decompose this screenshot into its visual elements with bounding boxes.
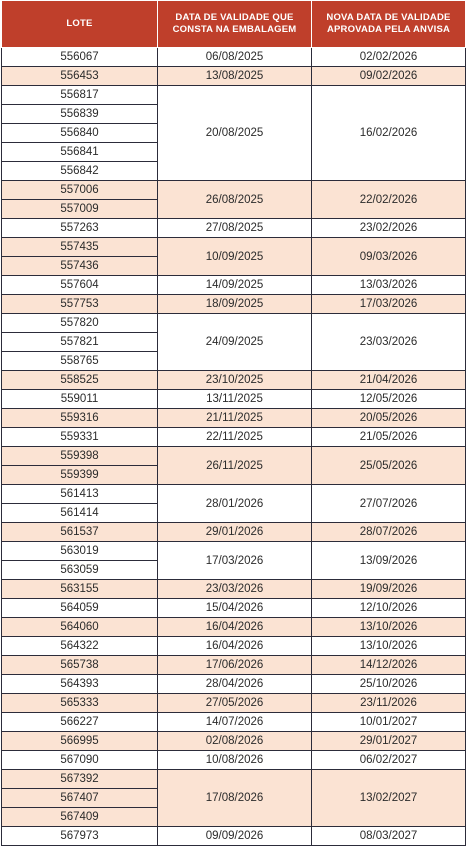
lote-cell: 559399 bbox=[2, 466, 158, 485]
validade-cell: 14/09/2025 bbox=[158, 276, 312, 295]
lote-cell: 557435 bbox=[2, 238, 158, 257]
lote-cell: 561537 bbox=[2, 523, 158, 542]
table-row bbox=[2, 447, 466, 466]
lote-cell: 565333 bbox=[2, 694, 158, 713]
table-body bbox=[2, 48, 466, 846]
lote-cell: 557436 bbox=[2, 257, 158, 276]
lote-cell: 557604 bbox=[2, 276, 158, 295]
table-row bbox=[2, 428, 466, 447]
nova-validade-cell: 06/02/2027 bbox=[312, 751, 466, 770]
lote-cell: 559331 bbox=[2, 428, 158, 447]
validade-cell: 10/09/2025 bbox=[158, 238, 312, 276]
validade-cell: 24/09/2025 bbox=[158, 314, 312, 371]
validade-cell: 27/05/2026 bbox=[158, 694, 312, 713]
header-validade bbox=[158, 1, 312, 48]
header-lote-label: LOTE bbox=[66, 18, 93, 29]
lote-cell: 556067 bbox=[2, 48, 158, 67]
lote-cell: 556840 bbox=[2, 124, 158, 143]
header-nova-validade bbox=[312, 1, 466, 48]
validade-cell: 02/08/2026 bbox=[158, 732, 312, 751]
nova-validade-cell: 14/12/2026 bbox=[312, 656, 466, 675]
validade-cell: 18/09/2025 bbox=[158, 295, 312, 314]
validade-cell: 26/11/2025 bbox=[158, 447, 312, 485]
nova-validade-cell: 10/01/2027 bbox=[312, 713, 466, 732]
table-row bbox=[2, 675, 466, 694]
table-row bbox=[2, 314, 466, 333]
lot-table bbox=[1, 0, 466, 846]
lote-cell: 567409 bbox=[2, 808, 158, 827]
table-row bbox=[2, 371, 466, 390]
validade-cell: 22/11/2025 bbox=[158, 428, 312, 447]
validade-cell: 17/03/2026 bbox=[158, 542, 312, 580]
lote-cell: 556839 bbox=[2, 105, 158, 124]
table-row bbox=[2, 827, 466, 846]
validade-cell: 28/04/2026 bbox=[158, 675, 312, 694]
validade-cell: 21/11/2025 bbox=[158, 409, 312, 428]
nova-validade-cell: 17/03/2026 bbox=[312, 295, 466, 314]
table-row bbox=[2, 732, 466, 751]
table-row bbox=[2, 542, 466, 561]
validade-cell: 10/08/2026 bbox=[158, 751, 312, 770]
lote-cell: 557820 bbox=[2, 314, 158, 333]
nova-validade-cell: 21/04/2026 bbox=[312, 371, 466, 390]
table-row bbox=[2, 409, 466, 428]
validade-cell: 13/08/2025 bbox=[158, 67, 312, 86]
table-row bbox=[2, 67, 466, 86]
lote-cell: 556453 bbox=[2, 67, 158, 86]
table-row bbox=[2, 580, 466, 599]
lote-cell: 566227 bbox=[2, 713, 158, 732]
table-header-row bbox=[2, 1, 466, 48]
table-row bbox=[2, 523, 466, 542]
lote-cell: 565738 bbox=[2, 656, 158, 675]
lote-cell: 566995 bbox=[2, 732, 158, 751]
table-row bbox=[2, 48, 466, 67]
lote-cell: 557263 bbox=[2, 219, 158, 238]
nova-validade-cell: 25/05/2026 bbox=[312, 447, 466, 485]
table-row bbox=[2, 599, 466, 618]
validade-cell: 26/08/2025 bbox=[158, 181, 312, 219]
nova-validade-cell: 25/10/2026 bbox=[312, 675, 466, 694]
nova-validade-cell: 13/10/2026 bbox=[312, 637, 466, 656]
nova-validade-cell: 09/02/2026 bbox=[312, 67, 466, 86]
nova-validade-cell: 16/02/2026 bbox=[312, 86, 466, 181]
nova-validade-cell: 27/07/2026 bbox=[312, 485, 466, 523]
table-row bbox=[2, 618, 466, 637]
validade-cell: 28/01/2026 bbox=[158, 485, 312, 523]
lote-cell: 564060 bbox=[2, 618, 158, 637]
nova-validade-cell: 13/09/2026 bbox=[312, 542, 466, 580]
table-row bbox=[2, 713, 466, 732]
validade-cell: 16/04/2026 bbox=[158, 637, 312, 656]
lote-cell: 556842 bbox=[2, 162, 158, 181]
nova-validade-cell: 29/01/2027 bbox=[312, 732, 466, 751]
lote-cell: 561414 bbox=[2, 504, 158, 523]
table-row bbox=[2, 181, 466, 200]
lote-cell: 557009 bbox=[2, 200, 158, 219]
table-row bbox=[2, 86, 466, 105]
lote-cell: 559011 bbox=[2, 390, 158, 409]
nova-validade-cell: 12/05/2026 bbox=[312, 390, 466, 409]
table-row bbox=[2, 770, 466, 789]
nova-validade-cell: 09/03/2026 bbox=[312, 238, 466, 276]
lote-cell: 564322 bbox=[2, 637, 158, 656]
nova-validade-cell: 12/10/2026 bbox=[312, 599, 466, 618]
nova-validade-cell: 13/02/2027 bbox=[312, 770, 466, 827]
lote-cell: 557753 bbox=[2, 295, 158, 314]
table-row bbox=[2, 390, 466, 409]
validade-cell: 27/08/2025 bbox=[158, 219, 312, 238]
header-nova-line2: APROVADA PELA ANVISA bbox=[326, 24, 451, 35]
lote-cell: 567407 bbox=[2, 789, 158, 808]
lote-cell: 567973 bbox=[2, 827, 158, 846]
lote-cell: 567392 bbox=[2, 770, 158, 789]
validade-cell: 15/04/2026 bbox=[158, 599, 312, 618]
nova-validade-cell: 21/05/2026 bbox=[312, 428, 466, 447]
header-validade-line1: DATA DE VALIDADE QUE bbox=[175, 12, 294, 23]
lote-cell: 561413 bbox=[2, 485, 158, 504]
lote-cell: 567090 bbox=[2, 751, 158, 770]
header-nova-line1: NOVA DATA DE VALIDADE bbox=[326, 12, 451, 23]
nova-validade-cell: 19/09/2026 bbox=[312, 580, 466, 599]
table-row bbox=[2, 656, 466, 675]
lote-cell: 557006 bbox=[2, 181, 158, 200]
table-row bbox=[2, 637, 466, 656]
table-row bbox=[2, 276, 466, 295]
lot-table-container bbox=[1, 0, 465, 846]
validade-cell: 17/06/2026 bbox=[158, 656, 312, 675]
header-lote bbox=[2, 1, 158, 48]
lote-cell: 556817 bbox=[2, 86, 158, 105]
nova-validade-cell: 13/10/2026 bbox=[312, 618, 466, 637]
table-row bbox=[2, 238, 466, 257]
validade-cell: 09/09/2026 bbox=[158, 827, 312, 846]
nova-validade-cell: 23/11/2026 bbox=[312, 694, 466, 713]
lote-cell: 564393 bbox=[2, 675, 158, 694]
lote-cell: 564059 bbox=[2, 599, 158, 618]
nova-validade-cell: 22/02/2026 bbox=[312, 181, 466, 219]
table-row bbox=[2, 219, 466, 238]
lote-cell: 557821 bbox=[2, 333, 158, 352]
lote-cell: 563059 bbox=[2, 561, 158, 580]
table-row bbox=[2, 751, 466, 770]
nova-validade-cell: 08/03/2027 bbox=[312, 827, 466, 846]
nova-validade-cell: 20/05/2026 bbox=[312, 409, 466, 428]
lote-cell: 563019 bbox=[2, 542, 158, 561]
table-row bbox=[2, 295, 466, 314]
lote-cell: 558765 bbox=[2, 352, 158, 371]
validade-cell: 14/07/2026 bbox=[158, 713, 312, 732]
table-row bbox=[2, 694, 466, 713]
lote-cell: 558525 bbox=[2, 371, 158, 390]
nova-validade-cell: 28/07/2026 bbox=[312, 523, 466, 542]
nova-validade-cell: 23/03/2026 bbox=[312, 314, 466, 371]
nova-validade-cell: 02/02/2026 bbox=[312, 48, 466, 67]
lote-cell: 559316 bbox=[2, 409, 158, 428]
validade-cell: 16/04/2026 bbox=[158, 618, 312, 637]
lote-cell: 559398 bbox=[2, 447, 158, 466]
nova-validade-cell: 13/03/2026 bbox=[312, 276, 466, 295]
validade-cell: 13/11/2025 bbox=[158, 390, 312, 409]
validade-cell: 17/08/2026 bbox=[158, 770, 312, 827]
validade-cell: 23/10/2025 bbox=[158, 371, 312, 390]
validade-cell: 20/08/2025 bbox=[158, 86, 312, 181]
table-row bbox=[2, 485, 466, 504]
validade-cell: 23/03/2026 bbox=[158, 580, 312, 599]
lote-cell: 556841 bbox=[2, 143, 158, 162]
lote-cell: 563155 bbox=[2, 580, 158, 599]
validade-cell: 29/01/2026 bbox=[158, 523, 312, 542]
nova-validade-cell: 23/02/2026 bbox=[312, 219, 466, 238]
validade-cell: 06/08/2025 bbox=[158, 48, 312, 67]
header-validade-line2: CONSTA NA EMBALAGEM bbox=[172, 24, 297, 35]
